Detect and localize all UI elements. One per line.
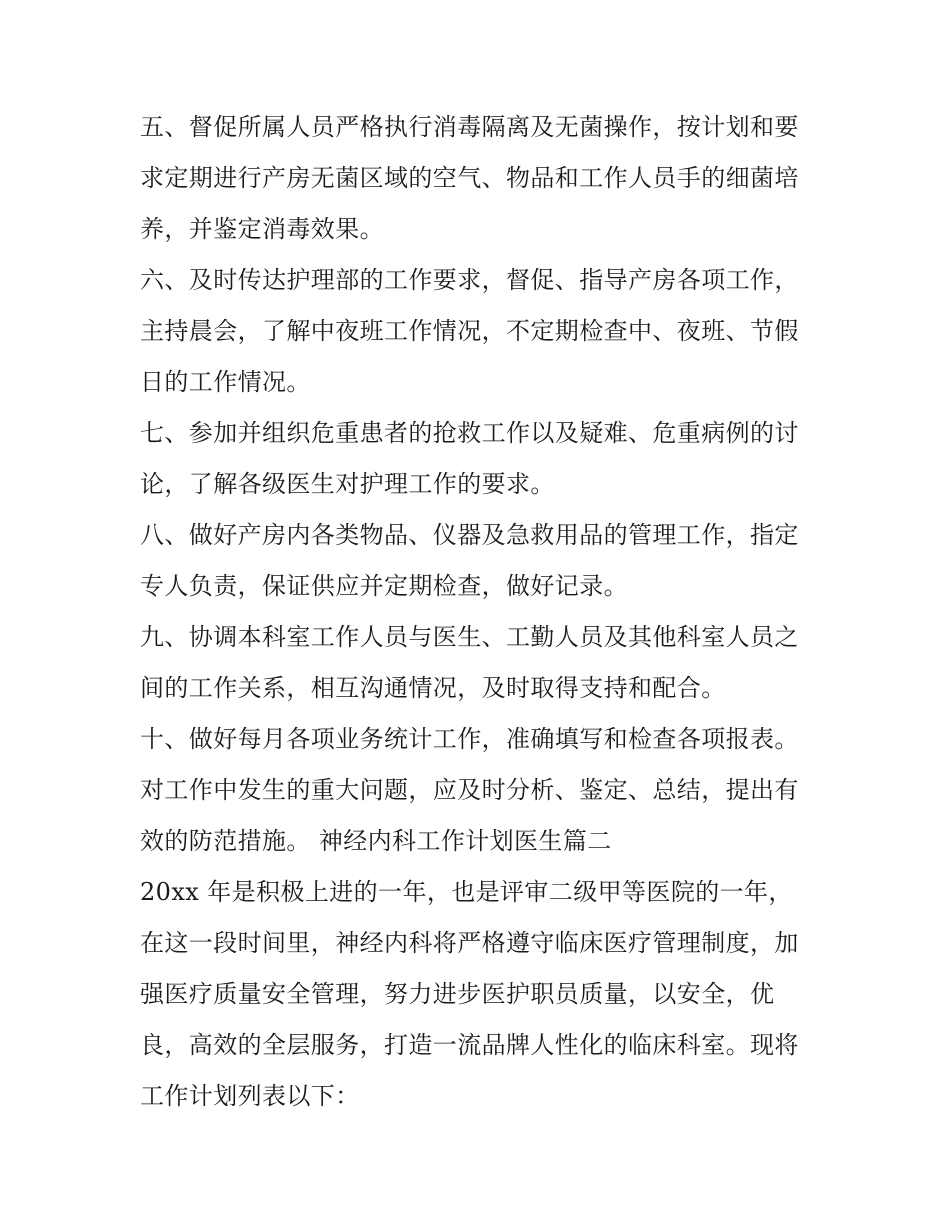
text-line: 养，并鉴定消毒效果。 — [140, 215, 384, 243]
text-line: 九、协调本科室工作人员与医生、工勤人员及其他科室人员之 — [140, 623, 799, 651]
text-line: 八、做好产房内各类物品、仪器及急救用品的管理工作，指定 — [140, 521, 799, 549]
text-line: 效的防范措施。 神经内科工作计划医生篇二 — [140, 827, 612, 855]
text-line: 20xx 年是积极上进的一年，也是评审二级甲等医院的一年， — [140, 878, 793, 906]
text-line: 六、及时传达护理部的工作要求，督促、指导产房各项工作， — [140, 266, 799, 294]
text-line: 良，高效的全层服务，打造一流品牌人性化的临床科室。现将 — [140, 1031, 799, 1059]
text-line: 日的工作情况。 — [140, 368, 311, 396]
text-line: 对工作中发生的重大问题，应及时分析、鉴定、总结，提出有 — [140, 776, 799, 804]
text-line: 求定期进行产房无菌区域的空气、物品和工作人员手的细菌培 — [140, 164, 799, 192]
document-body — [140, 102, 820, 1122]
text-line: 在这一段时间里，神经内科将严格遵守临床医疗管理制度，加 — [140, 929, 799, 957]
text-line: 间的工作关系，相互沟通情况，及时取得支持和配合。 — [140, 674, 726, 702]
text-line: 七、参加并组织危重患者的抢救工作以及疑难、危重病例的讨 — [140, 419, 799, 447]
text-line: 主持晨会，了解中夜班工作情况，不定期检查中、夜班、节假 — [140, 317, 799, 345]
text-line: 工作计划列表以下： — [140, 1082, 360, 1110]
text-line: 专人负责，保证供应并定期检查，做好记录。 — [140, 572, 628, 600]
text-line: 五、督促所属人员严格执行消毒隔离及无菌操作，按计划和要 — [140, 113, 799, 141]
text-line: 十、做好每月各项业务统计工作，准确填写和检查各项报表。 — [140, 725, 799, 753]
text-line: 强医疗质量安全管理，努力进步医护职员质量，以安全，优 — [140, 980, 775, 1008]
text-line: 论，了解各级医生对护理工作的要求。 — [140, 470, 555, 498]
